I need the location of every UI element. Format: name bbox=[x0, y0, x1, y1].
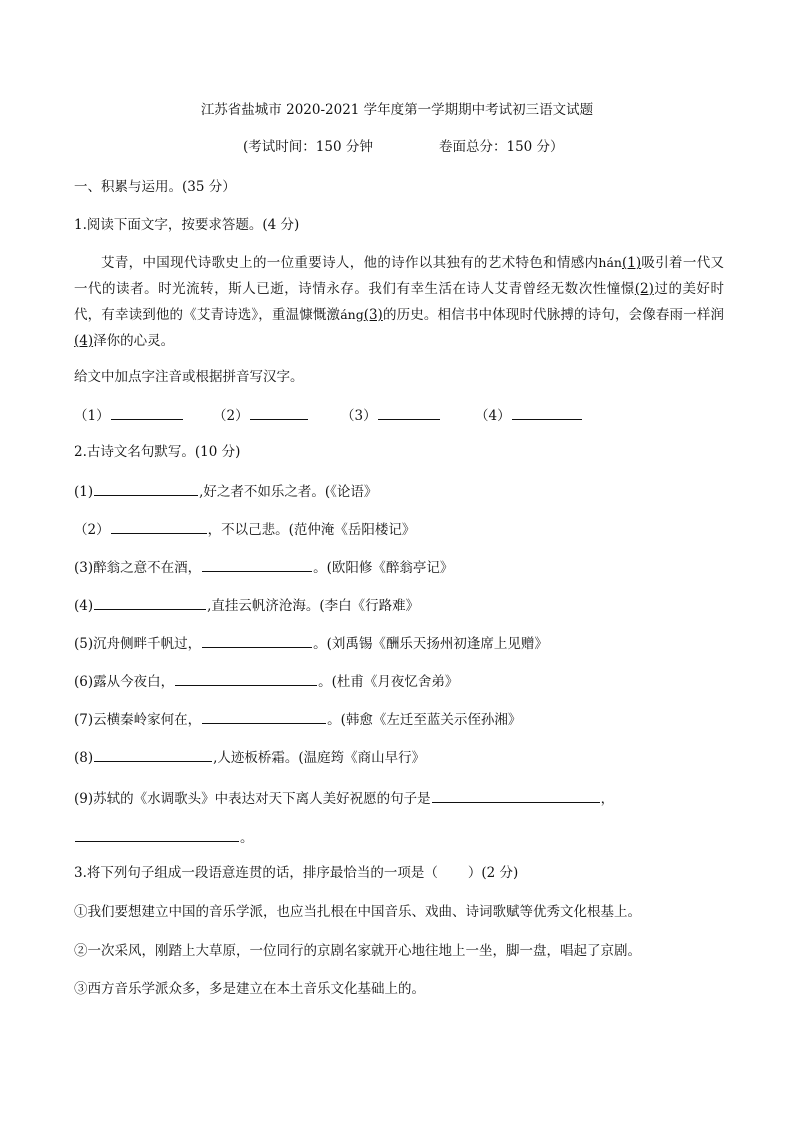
q1-passage: 艾青，中国现代诗歌史上的一位重要诗人，他的诗作以其独有的艺术特色和情感内hán(1)吸引着一代又一代的读者。时光流转，斯人已逝，诗情永存。我们有幸生活在诗人艾青曾经无数次性憧憬(2)过的美好时代，有幸读到他的《艾青诗选》，重温慷慨激áng(3)的历史。相信书中体现时代脉搏的诗句，会像春雨一样润(4)泽你的心灵。 bbox=[74, 255, 725, 349]
q1-heading: 1.阅读下面文字，按要求答题。(4 分) bbox=[74, 217, 300, 233]
poem-blank[interactable] bbox=[202, 557, 312, 572]
pinyin-3: áng bbox=[340, 307, 364, 322]
poem-blank[interactable] bbox=[94, 747, 212, 762]
mark-4: (4) bbox=[74, 332, 94, 349]
poem-line-7: (7)云横秦岭家何在， 。(韩愈《左迁至蓝关示侄孙湘》 bbox=[74, 709, 521, 729]
poem-blank[interactable] bbox=[94, 595, 206, 610]
poem-line-3: (3)醉翁之意不在酒， 。(欧阳修《醉翁亭记》 bbox=[74, 557, 453, 577]
poem-line-9: (9)苏轼的《水调歌头》中表达对天下离人美好祝愿的句子是 ， bbox=[74, 788, 614, 808]
poem-blank[interactable] bbox=[432, 788, 600, 803]
poem-line-8: (8) ,人迹板桥霜。(温庭筠《商山早行》 bbox=[74, 747, 425, 767]
poem-blank[interactable] bbox=[94, 481, 198, 496]
answer-blank-1[interactable]: （1） bbox=[74, 405, 184, 425]
answer-blank-4[interactable]: （4） bbox=[475, 405, 583, 425]
total-score: 卷面总分：150 分） bbox=[439, 139, 564, 155]
sentence-3: ③西方音乐学派众多，多是建立在本土音乐文化基础上的。 bbox=[74, 981, 425, 997]
exam-time: (考试时间：150 分钟 bbox=[243, 139, 373, 155]
pinyin-1: hán bbox=[598, 255, 622, 270]
sentence-2: ②一次采风，刚踏上大草原，一位同行的京剧名家就开心地往地上一坐，脚一盘，唱起了京剧。 bbox=[74, 943, 641, 959]
mark-3: (3) bbox=[363, 307, 383, 323]
q1-instruction: 给文中加点字注音或根据拼音写汉字。 bbox=[74, 369, 304, 385]
sentence-1: ①我们要想建立中国的音乐学派，也应当扎根在中国音乐、戏曲、诗词歌赋等优秀文化根基上。 bbox=[74, 904, 641, 920]
section-heading: 一、积累与运用。(35 分） bbox=[74, 179, 236, 195]
mark-2: (2) bbox=[634, 280, 654, 297]
poem-blank[interactable] bbox=[75, 827, 239, 842]
poem-blank[interactable] bbox=[202, 633, 312, 648]
poem-blank[interactable] bbox=[175, 671, 317, 686]
poem-line-6: (6)露从今夜白， 。(杜甫《月夜忆舍弟》 bbox=[74, 671, 458, 691]
mark-1: (1) bbox=[621, 255, 642, 271]
poem-line-4: (4) ,直挂云帆济沧海。(李白《行路难》 bbox=[74, 595, 419, 615]
answer-blank-2[interactable]: （2） bbox=[213, 405, 309, 425]
poem-line-9-cont: 。 bbox=[74, 827, 254, 847]
exam-title: 江苏省盐城市 2020-2021 学年度第一学期期中考试初三语文试题 bbox=[200, 102, 594, 118]
poem-line-1: (1) ,好之者不如乐之者。(《论语》 bbox=[74, 481, 377, 501]
answer-blank-3[interactable]: （3） bbox=[341, 405, 441, 425]
poem-line-5: (5)沉舟侧畔千帆过， 。(刘禹锡《酬乐天扬州初逢席上见赠》 bbox=[74, 633, 548, 653]
poem-blank[interactable] bbox=[202, 709, 326, 724]
q2-heading: 2.古诗文名句默写。(10 分) bbox=[74, 444, 241, 460]
q3-heading: 3.将下列句子组成一段语意连贯的话，排序最恰当的一项是（ ）(2 分) bbox=[74, 865, 519, 881]
poem-line-2: （2） ，不以己悲。(范仲淹《岳阳楼记》 bbox=[74, 519, 415, 539]
poem-blank[interactable] bbox=[111, 519, 207, 534]
